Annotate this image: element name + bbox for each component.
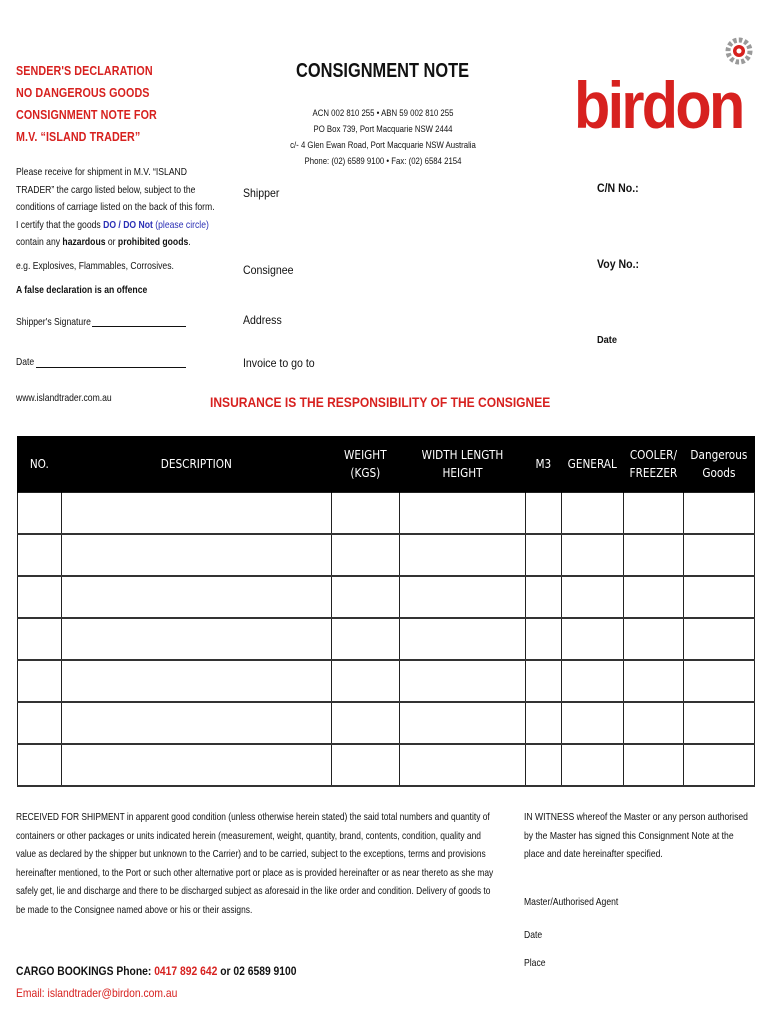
- header-date-label: Date: [597, 334, 618, 346]
- table-header-row: [18, 436, 755, 493]
- table-cell[interactable]: [18, 576, 62, 618]
- company-info-line: Phone: (02) 6589 9100 • Fax: (02) 6584 2154: [304, 156, 462, 167]
- table-cell[interactable]: [18, 744, 62, 786]
- table-cell[interactable]: [562, 618, 624, 660]
- insurance-notice: INSURANCE IS THE RESPONSIBILITY OF THE CONSIGNEE: [210, 394, 551, 410]
- declaration-title-line: SENDER'S DECLARATION: [16, 64, 153, 78]
- table-cell[interactable]: [400, 493, 526, 535]
- table-cell[interactable]: [684, 702, 755, 744]
- declaration-line: Please receive for shipment in M.V. “ISLAND: [16, 166, 188, 178]
- table-cell[interactable]: [400, 576, 526, 618]
- email-line: [16, 986, 177, 1000]
- declaration-line: TRADER” the cargo listed below, subject to the: [16, 183, 196, 196]
- please-circle-note: (please circle): [152, 218, 209, 231]
- declaration-title-line: CONSIGNMENT NOTE FOR: [16, 108, 157, 122]
- company-info: [246, 106, 520, 170]
- table-cell[interactable]: [18, 702, 62, 744]
- column-header-no: NO.: [18, 436, 62, 493]
- table-cell[interactable]: [62, 702, 332, 744]
- false-declaration-warning: A false declaration is an offence: [16, 284, 148, 296]
- table-row: [18, 660, 755, 702]
- shipper-label: Shipper: [243, 186, 280, 200]
- column-header-weight: WEIGHT (KGS): [332, 436, 400, 493]
- table-cell[interactable]: [62, 744, 332, 786]
- table-cell[interactable]: [526, 702, 562, 744]
- table-cell[interactable]: [684, 618, 755, 660]
- table-cell[interactable]: [400, 618, 526, 660]
- witness-place-label: Place: [524, 957, 546, 969]
- table-cell[interactable]: [684, 576, 755, 618]
- table-row: [18, 534, 755, 576]
- table-cell[interactable]: [624, 576, 684, 618]
- certify-line: [16, 217, 209, 235]
- table-cell[interactable]: [332, 744, 400, 786]
- page-title: [246, 60, 520, 83]
- table-cell[interactable]: [684, 660, 755, 702]
- table-cell[interactable]: [526, 534, 562, 576]
- table-cell[interactable]: [624, 493, 684, 535]
- table-cell[interactable]: [332, 660, 400, 702]
- table-cell[interactable]: [18, 660, 62, 702]
- cargo-bookings-label: CARGO BOOKINGS: [16, 964, 114, 978]
- table-cell[interactable]: [624, 660, 684, 702]
- witness-line: by the Master has signed this Consignment Note at the: [524, 829, 734, 842]
- column-header-general: GENERAL: [562, 436, 624, 493]
- table-cell[interactable]: [62, 493, 332, 535]
- table-cell[interactable]: [332, 618, 400, 660]
- table-cell[interactable]: [332, 534, 400, 576]
- table-cell[interactable]: [684, 534, 755, 576]
- birdon-logo: birdon: [574, 68, 743, 142]
- signature-line[interactable]: [92, 326, 186, 327]
- table-cell[interactable]: [400, 534, 526, 576]
- or-text: or: [105, 236, 118, 248]
- table-cell[interactable]: [62, 534, 332, 576]
- witness-line: IN WITNESS whereof the Master or any person authorised: [524, 811, 748, 823]
- column-header-cooler-freezer: COOLER/ FREEZER: [624, 436, 684, 493]
- table-cell[interactable]: [526, 618, 562, 660]
- table-cell[interactable]: [400, 744, 526, 786]
- table-cell[interactable]: [332, 702, 400, 744]
- table-cell[interactable]: [400, 660, 526, 702]
- table-cell[interactable]: [624, 702, 684, 744]
- table-cell[interactable]: [684, 493, 755, 535]
- voyage-number-label: Voy No.:: [597, 257, 640, 271]
- invoice-label: Invoice to go to: [243, 356, 315, 370]
- cargo-bookings: [16, 964, 297, 978]
- declaration-title-line: NO DANGEROUS GOODS: [16, 86, 150, 100]
- table-cell[interactable]: [562, 534, 624, 576]
- witness-statement: [524, 808, 764, 864]
- hazard-text: contain any: [16, 236, 63, 248]
- table-cell[interactable]: [400, 702, 526, 744]
- email-link[interactable]: islandtrader@birdon.com.au: [47, 986, 178, 1000]
- table-cell[interactable]: [62, 576, 332, 618]
- declaration-title: [16, 60, 180, 148]
- terms-line: containers or other packages or units indicated herein (measurement, weight, quantity, brand, contents, condition, quality and: [16, 829, 481, 842]
- table-cell[interactable]: [562, 702, 624, 744]
- phone-number[interactable]: 02 6589 9100: [233, 964, 297, 978]
- table-cell[interactable]: [562, 493, 624, 535]
- mobile-number[interactable]: 0417 892 642: [154, 964, 218, 978]
- terms-line: be made to the Consignee named above or his or their assigns.: [16, 903, 253, 916]
- table-row: [18, 618, 755, 660]
- terms-line: RECEIVED FOR SHIPMENT in apparent good condition (unless otherwise herein stated) the said total numbers and quantity of: [16, 811, 490, 823]
- table-cell[interactable]: [526, 576, 562, 618]
- or-text: or: [217, 964, 234, 978]
- declaration-body: [16, 164, 215, 252]
- prohibited-text: prohibited goods: [117, 236, 189, 248]
- witness-line: place and date hereinafter specified.: [524, 848, 663, 860]
- witness-date-label: Date: [524, 929, 543, 941]
- declaration-date-line[interactable]: [36, 367, 186, 368]
- certify-text: I certify that the goods: [16, 218, 104, 231]
- terms-line: value as declared by the shipper but unknown to the Carrier) and to be carried, subject to the exceptions, terms and provisions: [16, 848, 486, 860]
- company-info-line: ACN 002 810 255 • ABN 59 002 810 255: [312, 108, 454, 119]
- column-header-m3: M3: [526, 436, 562, 493]
- table-cell[interactable]: [18, 618, 62, 660]
- table-row: [18, 744, 755, 786]
- column-header-description: DESCRIPTION: [62, 436, 332, 493]
- terms-line: safely get, lie and discharge and there to be discharged subject as aforesaid in the like order and condition. Delivery of goods to: [16, 885, 491, 897]
- table-cell[interactable]: [332, 576, 400, 618]
- table-cell[interactable]: [332, 493, 400, 535]
- master-agent-label: Master/Authorised Agent: [524, 896, 619, 908]
- hazardous-text: hazardous: [62, 236, 106, 248]
- table-cell[interactable]: [624, 534, 684, 576]
- example-text: e.g. Explosives, Flammables, Corrosives.: [16, 260, 174, 272]
- hazard-line: [16, 234, 191, 252]
- signature-label: Shipper's Signature: [16, 316, 91, 328]
- table-row: [18, 493, 755, 535]
- table-cell[interactable]: [684, 744, 755, 786]
- table-cell[interactable]: [62, 618, 332, 660]
- table-cell[interactable]: [624, 618, 684, 660]
- phone-label: Phone:: [113, 964, 155, 978]
- period-text: .: [188, 236, 191, 248]
- declaration-title-line: M.V. “ISLAND TRADER”: [16, 130, 141, 144]
- column-header-dimensions: WIDTH LENGTH HEIGHT: [400, 436, 526, 493]
- website-link[interactable]: www.islandtrader.com.au: [16, 392, 112, 404]
- declaration-line: conditions of carriage listed on the back of this form.: [16, 201, 215, 213]
- company-info-line: PO Box 739, Port Macquarie NSW 2444: [313, 124, 453, 135]
- table-cell[interactable]: [18, 534, 62, 576]
- table-cell[interactable]: [18, 493, 62, 535]
- table-row: [18, 702, 755, 744]
- address-label: Address: [243, 313, 282, 327]
- gear-icon: [722, 34, 756, 68]
- table-cell[interactable]: [562, 660, 624, 702]
- table-cell[interactable]: [526, 660, 562, 702]
- table-cell[interactable]: [624, 744, 684, 786]
- table-cell[interactable]: [562, 576, 624, 618]
- column-header-dangerous-goods: Dangerous Goods: [684, 436, 755, 493]
- table-cell[interactable]: [526, 493, 562, 535]
- company-info-line: c/- 4 Glen Ewan Road, Port Macquarie NSW Australia: [290, 140, 476, 151]
- table-cell[interactable]: [62, 660, 332, 702]
- terms-line: hereinafter mentioned, to the Port or such other alternative port or place as is provided hereinafter or as near thereto as she may: [16, 866, 494, 879]
- page-title-text: CONSIGNMENT NOTE: [296, 60, 470, 82]
- received-for-shipment-terms: [16, 808, 496, 919]
- do-do-not-choice[interactable]: DO / DO Not: [103, 218, 153, 231]
- table-cell[interactable]: [562, 744, 624, 786]
- email-label: Email:: [16, 986, 48, 1000]
- consignee-label: Consignee: [243, 263, 294, 277]
- declaration-date-label: Date: [16, 356, 35, 368]
- table-cell[interactable]: [526, 744, 562, 786]
- cargo-table: [17, 436, 755, 787]
- cn-number-label: C/N No.:: [597, 181, 639, 195]
- table-row: [18, 576, 755, 618]
